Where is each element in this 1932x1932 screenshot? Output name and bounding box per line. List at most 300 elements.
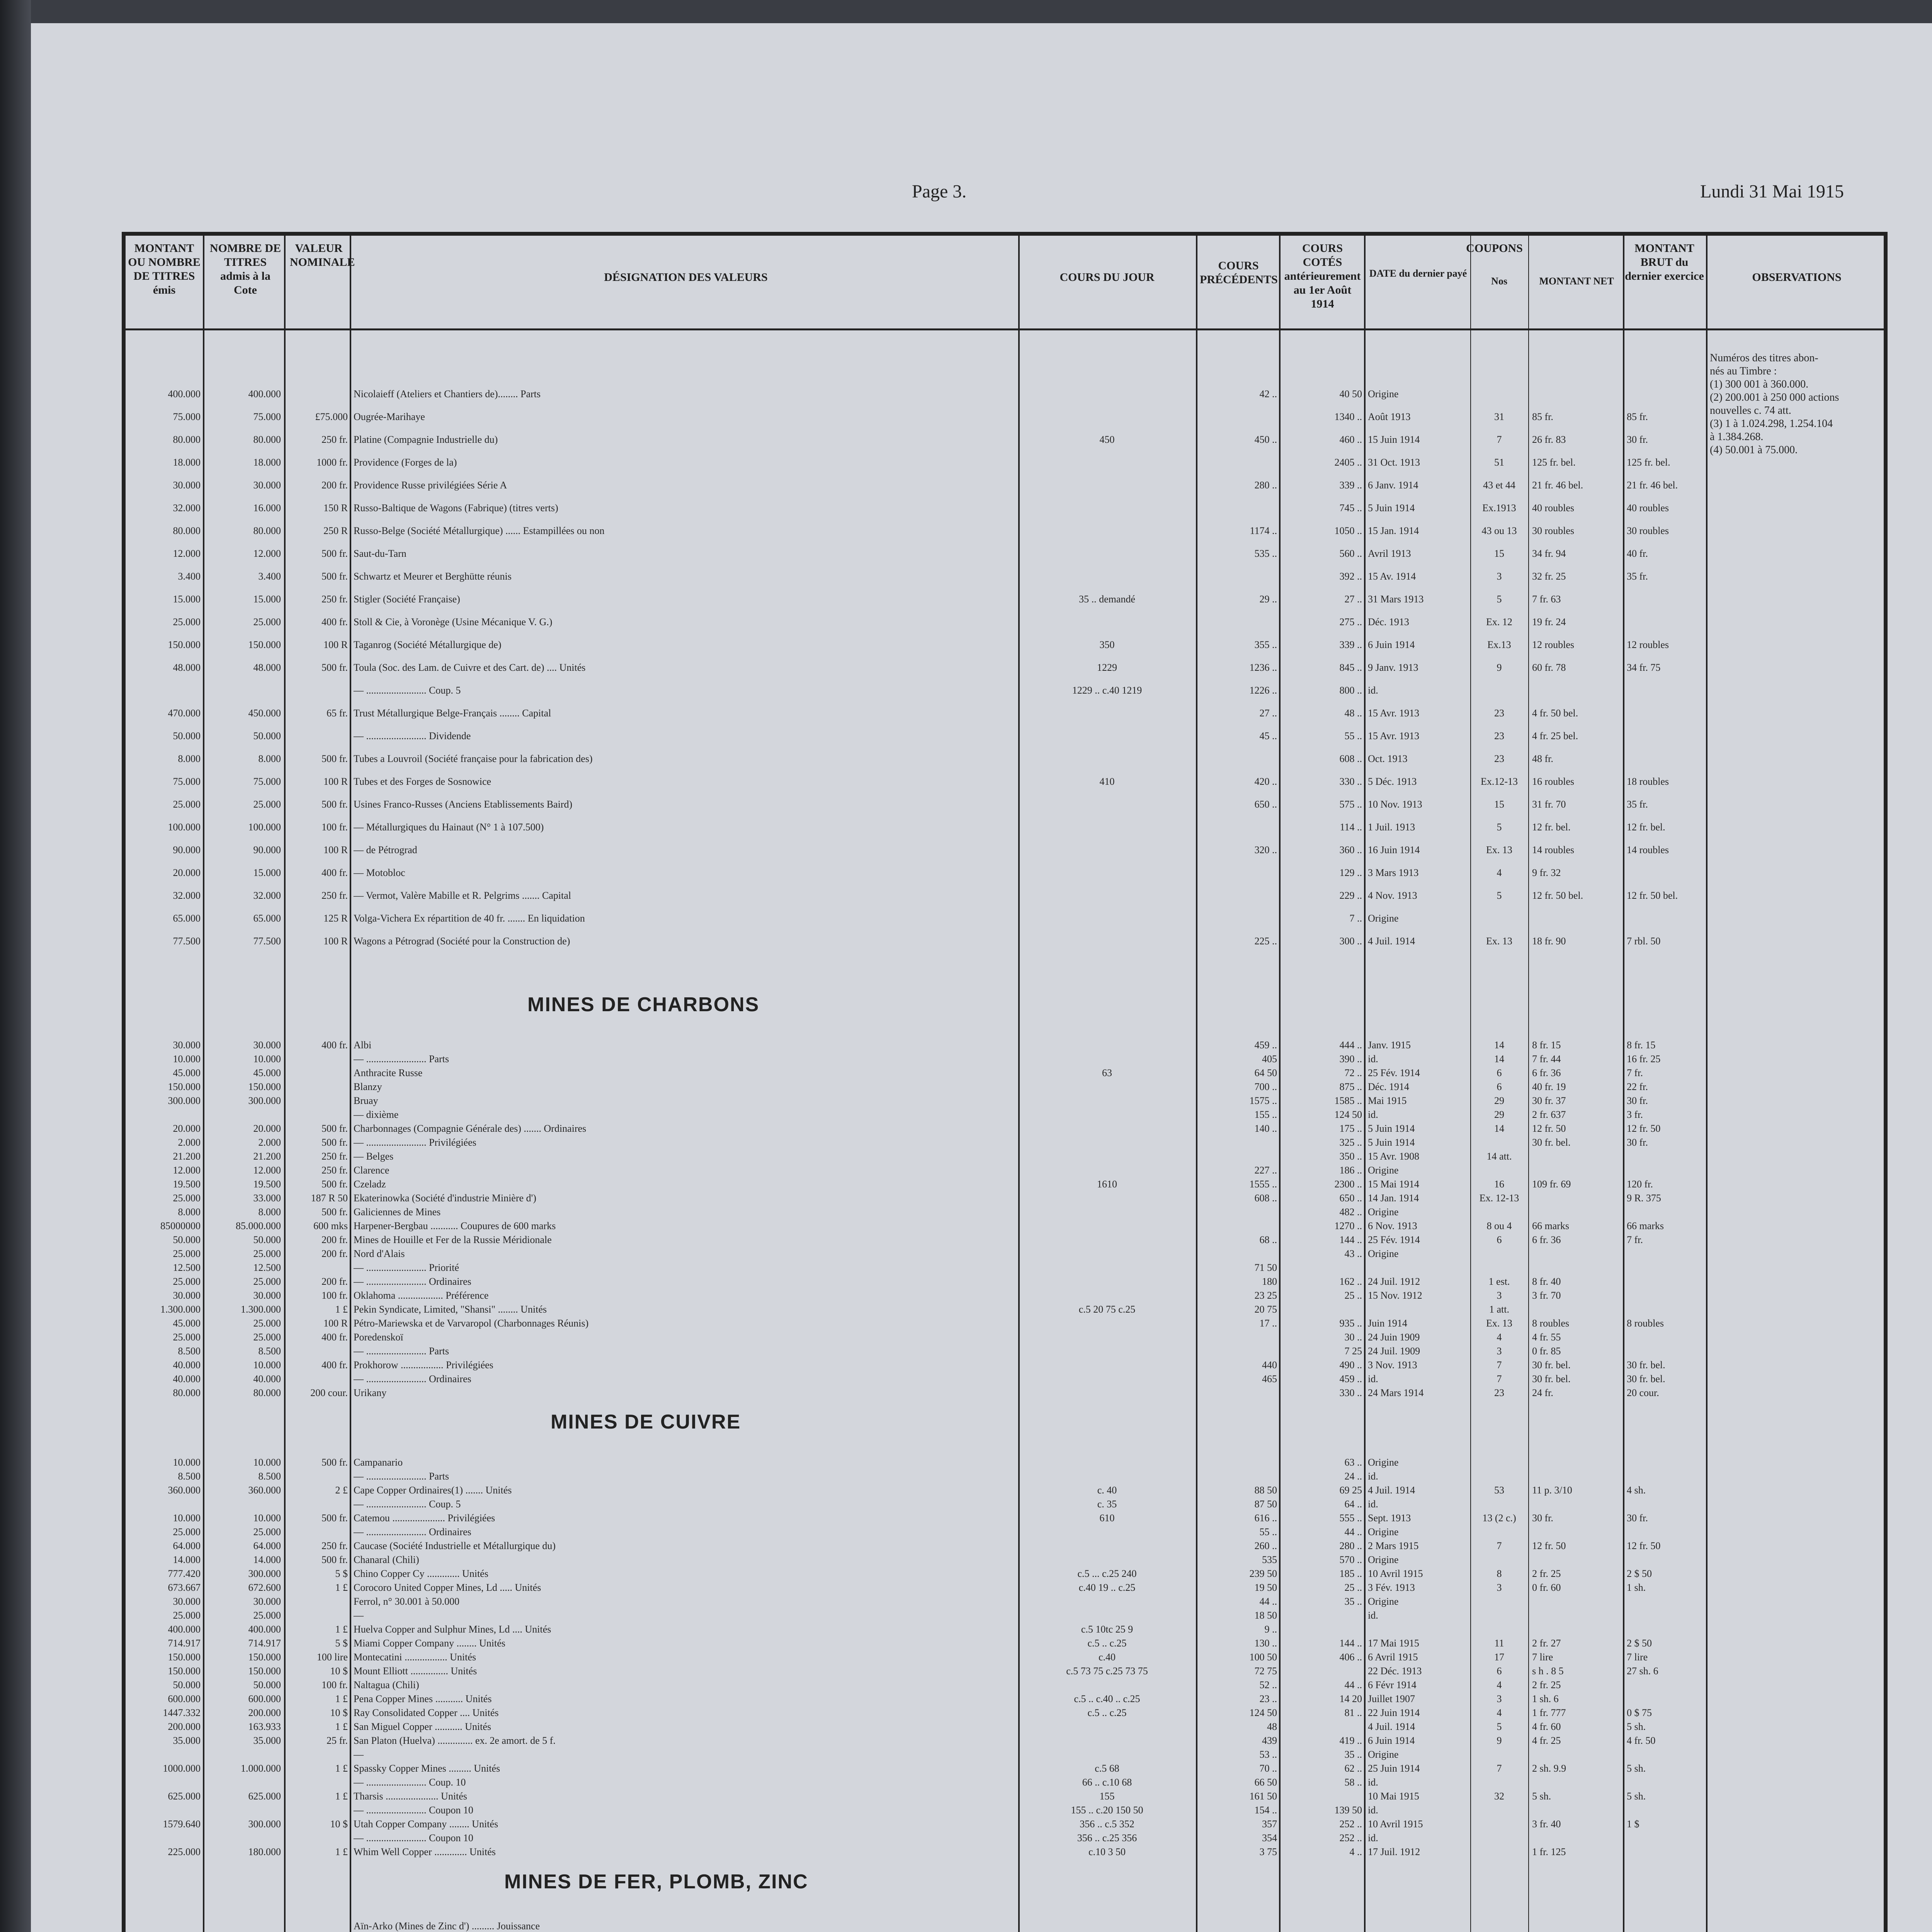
table-row — [126, 1220, 1706, 1232]
cell-cours-jour: 356 .. c.5 352 — [1080, 1818, 1134, 1830]
cell-cours-prec: 20 75 — [1254, 1304, 1277, 1315]
cell-nombre: 10.000 — [253, 1053, 281, 1065]
cell-cours-cotes: 162 .. — [1339, 1276, 1362, 1287]
cell-nombre: 33.000 — [253, 1192, 281, 1204]
cell-montant: 30.000 — [173, 1596, 201, 1607]
cell-coupon-no: 15 — [1494, 799, 1504, 810]
cell-cours-jour: 155 .. c.20 150 50 — [1071, 1804, 1143, 1816]
cell-coupon-date: id. — [1368, 685, 1378, 696]
cell-coupon-date: 15 Jan. 1914 — [1368, 525, 1419, 536]
cell-cours-prec: 650 .. — [1254, 799, 1277, 810]
cell-cours-jour: c.5 .. c.25 — [1087, 1707, 1127, 1718]
cell-nombre: 21.200 — [253, 1151, 281, 1162]
table-row — [126, 434, 1706, 446]
cell-designation: Utah Copper Company ........ Unités — [354, 1818, 498, 1830]
cell-coupon-date: 16 Juin 1914 — [1368, 844, 1420, 855]
cell-cours-cotes: 459 .. — [1339, 1373, 1362, 1384]
cell-coupon-date: Origine — [1368, 1596, 1399, 1607]
cell-valeur: 250 fr. — [321, 594, 348, 605]
table-row — [126, 1234, 1706, 1246]
cell-nombre: 100.000 — [248, 821, 281, 833]
table-row — [126, 1554, 1706, 1566]
cell-cours-prec: 535 — [1262, 1554, 1277, 1565]
observations-note: Numéros des titres abon- nés au Timbre : (1) 300 001 à 360.000. (2) 200.001 à 250 000 actions nouvelles c. 74 att. (3) 1 à 1.024.298, 1.254.104 à 1.384.268. (4) 50.001 à 75.000. — [1710, 352, 1839, 456]
table-row — [126, 1665, 1706, 1677]
cell-coupon-no: 4 — [1497, 1707, 1502, 1718]
cell-cours-cotes: 58 .. — [1344, 1777, 1362, 1788]
cell-coupon-date: 4 Juil. 1914 — [1368, 1721, 1415, 1732]
cell-designation: Russo-Belge (Société Métallurgique) ...... Estampillées ou non — [354, 525, 605, 536]
cell-designation: Stigler (Société Française) — [354, 594, 460, 605]
cell-montant: 25.000 — [173, 1192, 201, 1204]
cell-designation: Pétro-Mariewska et de Varvaropol (Charbonnages Réunis) — [354, 1318, 589, 1329]
cell-nombre: 150.000 — [248, 1665, 281, 1677]
cell-coupon-net: 1 sh. 6 — [1532, 1693, 1559, 1704]
cell-coupon-no: 7 — [1497, 1373, 1502, 1384]
cell-designation: — Motobloc — [354, 867, 405, 878]
cell-cours-prec: 17 .. — [1259, 1318, 1277, 1329]
cell-coupon-net: 1 fr. 125 — [1532, 1846, 1566, 1857]
cell-coupon-date: 10 Avril 1915 — [1368, 1568, 1423, 1579]
cell-nombre: 77.500 — [253, 935, 281, 947]
listing-table — [122, 232, 1888, 1932]
cell-designation: Poredenskoï — [354, 1332, 403, 1343]
cell-cours-prec: 18 50 — [1254, 1610, 1277, 1621]
cell-cours-cotes: 55 .. — [1344, 730, 1362, 742]
cell-cours-prec: 48 — [1267, 1721, 1277, 1732]
cell-cours-prec: 161 50 — [1249, 1791, 1277, 1802]
cell-brut: 30 fr. — [1627, 1137, 1648, 1148]
cell-montant: 20.000 — [173, 867, 201, 878]
cell-nombre: 672.600 — [248, 1582, 281, 1593]
cell-cours-cotes: 72 .. — [1344, 1067, 1362, 1078]
cell-valeur: 150 R — [323, 502, 348, 514]
cell-coupon-no: Ex. 13 — [1486, 844, 1512, 855]
cell-coupon-no: 9 — [1497, 1735, 1502, 1746]
cell-cours-cotes: 40 50 — [1339, 388, 1362, 400]
cell-coupon-no: 9 — [1497, 662, 1502, 673]
cell-cours-prec: 354 — [1262, 1832, 1277, 1844]
cell-cours-prec: 1226 .. — [1249, 685, 1277, 696]
cell-valeur: 100 R — [323, 935, 348, 947]
cell-cours-prec: 42 .. — [1259, 388, 1277, 400]
cell-cours-cotes: 43 .. — [1344, 1248, 1362, 1259]
cell-coupon-net: 1 fr. 777 — [1532, 1707, 1566, 1718]
cell-coupon-date: Avril 1913 — [1368, 548, 1411, 559]
cell-cours-prec: 616 .. — [1254, 1512, 1277, 1524]
cell-nombre: 25.000 — [253, 1248, 281, 1259]
cell-valeur: 200 cour. — [310, 1387, 348, 1398]
cell-coupon-net: 21 fr. 46 bel. — [1532, 480, 1583, 491]
cell-coupon-date: id. — [1368, 1109, 1378, 1120]
cell-designation: Tubes a Louvroil (Société française pour la fabrication des) — [354, 753, 593, 764]
cell-designation: Pekin Syndicate, Limited, "Shansi" ........ Unités — [354, 1304, 547, 1315]
cell-cours-cotes: 7 25 — [1344, 1345, 1362, 1357]
cell-coupon-date: 25 Juin 1914 — [1368, 1763, 1420, 1774]
table-row — [126, 1359, 1706, 1371]
cell-nombre: 1.300.000 — [241, 1304, 281, 1315]
cell-valeur: 1 £ — [335, 1721, 348, 1732]
cell-cours-cotes: 560 .. — [1339, 548, 1362, 559]
table-row — [126, 1846, 1706, 1858]
cell-brut: 40 roubles — [1627, 502, 1669, 514]
cell-designation: Russo-Baltique de Wagons (Fabrique) (titres verts) — [354, 502, 558, 514]
cell-nombre: 30.000 — [253, 480, 281, 491]
cell-montant: 200.000 — [168, 1721, 201, 1732]
cell-montant: 714.917 — [168, 1638, 201, 1649]
cell-coupon-date: 24 Juin 1909 — [1368, 1332, 1420, 1343]
cell-montant: 15.000 — [173, 594, 201, 605]
cell-valeur: 200 fr. — [321, 1276, 348, 1287]
cell-coupon-net: 12 roubles — [1532, 639, 1575, 650]
cell-cours-prec: 68 .. — [1259, 1234, 1277, 1245]
cell-designation: Schwartz et Meurer et Berghütte réunis — [354, 571, 512, 582]
cell-cours-cotes: 175 .. — [1339, 1123, 1362, 1134]
cell-valeur: 600 mks — [313, 1220, 348, 1231]
table-row — [126, 1693, 1706, 1705]
table-row — [126, 1276, 1706, 1287]
cell-designation: Mines de Houille et Fer de la Russie Méridionale — [354, 1234, 552, 1245]
cell-valeur: 100 fr. — [321, 1290, 348, 1301]
cell-nombre: 85.000.000 — [236, 1220, 281, 1231]
cell-cours-prec: 53 .. — [1259, 1749, 1277, 1760]
cell-designation: San Miguel Copper ........... Unités — [354, 1721, 492, 1732]
cell-cours-prec: 227 .. — [1254, 1165, 1277, 1176]
cell-coupon-net: 2 fr. 27 — [1532, 1638, 1561, 1649]
cell-coupon-no: 3 — [1497, 1290, 1502, 1301]
cell-montant: 470.000 — [168, 707, 201, 719]
cell-montant: 19.500 — [173, 1179, 201, 1190]
cell-cours-cotes: 44 .. — [1344, 1526, 1362, 1537]
cell-cours-prec: 130 .. — [1254, 1638, 1277, 1649]
table-row — [126, 890, 1706, 901]
cell-montant: 25.000 — [173, 1276, 201, 1287]
cell-designation: Ekaterinowka (Société d'industrie Minière d') — [354, 1192, 536, 1204]
cell-cours-jour: 1229 .. c.40 1219 — [1072, 685, 1142, 696]
table-row — [126, 799, 1706, 810]
cell-valeur: 100 R — [323, 1318, 348, 1329]
cell-designation: — — [354, 1610, 364, 1621]
table-row — [126, 1763, 1706, 1774]
cell-coupon-net: 12 fr. 50 bel. — [1532, 890, 1583, 901]
col-cours-jour: COURS DU JOUR — [1060, 271, 1155, 284]
cell-cours-jour: c.5 20 75 c.25 — [1078, 1304, 1136, 1315]
cell-cours-cotes: 555 .. — [1339, 1512, 1362, 1524]
cell-coupon-net: 12 fr. bel. — [1532, 821, 1571, 833]
table-row — [126, 1053, 1706, 1065]
cell-coupon-date: 25 Fév. 1914 — [1368, 1234, 1420, 1245]
cell-cours-prec: 1236 .. — [1249, 662, 1277, 673]
cell-coupon-no: 43 ou 13 — [1481, 525, 1517, 536]
cell-designation: — de Pétrograd — [354, 844, 417, 855]
cell-cours-jour: c.5 10tc 25 9 — [1081, 1624, 1133, 1635]
binder-edge — [0, 0, 31, 1932]
cell-nombre: 20.000 — [253, 1123, 281, 1134]
cell-designation: — dixième — [354, 1109, 399, 1120]
cell-nombre: 30.000 — [253, 1290, 281, 1301]
cell-cours-jour: c.5 73 75 c.25 73 75 — [1066, 1665, 1148, 1677]
cell-designation: Tharsis ..................... Unités — [354, 1791, 467, 1802]
cell-valeur: 125 R — [323, 913, 348, 924]
cell-nombre: 8.500 — [258, 1345, 281, 1357]
cell-cours-jour: 350 — [1099, 639, 1115, 650]
cell-coupon-net: 85 fr. — [1532, 411, 1553, 422]
cell-valeur: 250 fr. — [321, 1165, 348, 1176]
cell-nombre: 25.000 — [253, 799, 281, 810]
cell-montant: 25.000 — [173, 1610, 201, 1621]
table-row — [126, 1804, 1706, 1816]
cell-nombre: 25.000 — [253, 1318, 281, 1329]
cell-brut: 120 fr. — [1627, 1179, 1653, 1190]
table-row — [126, 525, 1706, 537]
cell-cours-cotes: 25 .. — [1344, 1582, 1362, 1593]
cell-nombre: 75.000 — [253, 411, 281, 422]
cell-valeur: 200 fr. — [321, 480, 348, 491]
cell-coupon-no: 53 — [1494, 1485, 1504, 1496]
cell-cours-cotes: 845 .. — [1339, 662, 1362, 673]
cell-cours-prec: 700 .. — [1254, 1081, 1277, 1092]
table-row — [126, 616, 1706, 628]
cell-montant: 300.000 — [168, 1095, 201, 1106]
cell-coupon-date: 4 Juil. 1914 — [1368, 1485, 1415, 1496]
cell-coupon-net: 40 roubles — [1532, 502, 1575, 514]
cell-coupon-no: 43 et 44 — [1483, 480, 1515, 491]
cell-cours-prec: 439 — [1262, 1735, 1277, 1746]
cell-coupon-no: 7 — [1497, 1763, 1502, 1774]
cell-montant: 25.000 — [173, 616, 201, 628]
cell-valeur: 400 fr. — [321, 616, 348, 628]
cell-coupon-no: 14 — [1494, 1123, 1504, 1134]
cell-designation: Huelva Copper and Sulphur Mines, Ld .... Unités — [354, 1624, 551, 1635]
cell-cours-prec: 72 75 — [1254, 1665, 1277, 1677]
cell-coupon-net: 2 fr. 25 — [1532, 1568, 1561, 1579]
cell-nombre: 8.000 — [258, 753, 281, 764]
cell-coupon-no: 8 ou 4 — [1486, 1220, 1512, 1231]
cell-cours-prec: 3 75 — [1259, 1846, 1277, 1857]
cell-montant: 600.000 — [168, 1693, 201, 1704]
cell-coupon-net: 6 fr. 36 — [1532, 1234, 1561, 1245]
cell-cours-cotes: 2300 .. — [1334, 1179, 1362, 1190]
cell-valeur: 400 fr. — [321, 867, 348, 878]
cell-nombre: 50.000 — [253, 1679, 281, 1690]
col-valeur: VALEUR NOMINALE — [290, 242, 355, 269]
cell-brut: 125 fr. bel. — [1627, 457, 1670, 468]
cell-nombre: 600.000 — [248, 1693, 281, 1704]
cell-cours-cotes: 350 .. — [1339, 1151, 1362, 1162]
cell-designation: Ferrol, n° 30.001 à 50.000 — [354, 1596, 459, 1607]
cell-brut: 27 sh. 6 — [1627, 1665, 1658, 1677]
cell-brut: 4 fr. 50 — [1627, 1735, 1656, 1746]
cell-valeur: 500 fr. — [321, 548, 348, 559]
cell-designation: Corocoro United Copper Mines, Ld ..... Unités — [354, 1582, 541, 1593]
table-row — [126, 662, 1706, 673]
cell-nombre: 150.000 — [248, 639, 281, 650]
cell-coupon-net: 30 fr. bel. — [1532, 1137, 1571, 1148]
cell-nombre: 714.917 — [248, 1638, 281, 1649]
cell-cours-prec: 239 50 — [1249, 1568, 1277, 1579]
cell-designation: Catemou ..................... Privilégiées — [354, 1512, 495, 1524]
cell-designation: Czeladz — [354, 1179, 386, 1190]
cell-coupon-no: 7 — [1497, 434, 1502, 445]
cell-valeur: 10 $ — [330, 1665, 348, 1677]
cell-coupon-date: 22 Juin 1914 — [1368, 1707, 1420, 1718]
cell-designation: — ........................ Coup. 10 — [354, 1777, 466, 1788]
cell-nombre: 80.000 — [253, 525, 281, 536]
cell-designation: Providence Russe privilégiées Série A — [354, 480, 507, 491]
cell-montant: 1000.000 — [163, 1763, 201, 1774]
cell-designation: — ........................ Coupon 10 — [354, 1804, 473, 1816]
cell-coupon-no: 4 — [1497, 867, 1502, 878]
cell-cours-prec: 45 .. — [1259, 730, 1277, 742]
cell-coupon-date: 4 Juil. 1914 — [1368, 935, 1415, 947]
cell-cours-cotes: 444 .. — [1339, 1039, 1362, 1051]
cell-coupon-date: 17 Juil. 1912 — [1368, 1846, 1420, 1857]
cell-cours-prec: 9 .. — [1264, 1624, 1277, 1635]
cell-nombre: 400.000 — [248, 1624, 281, 1635]
cell-designation: — ........................ Dividende — [354, 730, 471, 742]
cell-coupon-no: 3 — [1497, 1693, 1502, 1704]
cell-designation: Cape Copper Ordinaires(1) ....... Unités — [354, 1485, 512, 1496]
cell-cours-prec: 440 — [1262, 1359, 1277, 1371]
cell-montant: 30.000 — [173, 1290, 201, 1301]
table-row — [126, 1345, 1706, 1357]
cell-brut: 14 roubles — [1627, 844, 1669, 855]
cell-cours-cotes: 650 .. — [1339, 1192, 1362, 1204]
cell-nombre: 450.000 — [248, 707, 281, 719]
cell-coupon-net: 60 fr. 78 — [1532, 662, 1566, 673]
cell-cours-jour: 610 — [1099, 1512, 1115, 1524]
cell-cours-cotes: 608 .. — [1339, 753, 1362, 764]
table-row — [126, 1081, 1706, 1093]
table-row — [126, 480, 1706, 491]
cell-nombre: 1.000.000 — [241, 1763, 281, 1774]
cell-coupon-no: 13 (2 c.) — [1482, 1512, 1516, 1524]
table-row — [126, 1151, 1706, 1162]
cell-cours-prec: 280 .. — [1254, 480, 1277, 491]
cell-montant: 18.000 — [173, 457, 201, 468]
cell-designation: Chanaral (Chili) — [354, 1554, 419, 1565]
cell-coupon-date: 6 Juin 1914 — [1368, 639, 1415, 650]
cell-coupon-net: 6 fr. 36 — [1532, 1067, 1561, 1078]
cell-montant: 225.000 — [168, 1846, 201, 1857]
table-row — [126, 1791, 1706, 1802]
cell-cours-jour: c. 35 — [1097, 1498, 1117, 1510]
cell-designation: — ........................ Coupon 10 — [354, 1832, 473, 1844]
cell-nombre: 300.000 — [248, 1818, 281, 1830]
cell-montant: 65.000 — [173, 913, 201, 924]
cell-nombre: 18.000 — [253, 457, 281, 468]
cell-coupon-no: 6 — [1497, 1081, 1502, 1092]
cell-cours-jour: 155 — [1099, 1791, 1115, 1802]
cell-cours-cotes: 800 .. — [1339, 685, 1362, 696]
cell-designation: Albi — [354, 1039, 372, 1051]
table-row — [126, 1610, 1706, 1621]
cell-designation: Taganrog (Société Métallurgique de) — [354, 639, 502, 650]
cell-coupon-net: 0 fr. 60 — [1532, 1582, 1561, 1593]
cell-coupon-date: 9 Janv. 1913 — [1368, 662, 1418, 673]
cell-montant: 400.000 — [168, 388, 201, 400]
cell-coupon-no: 29 — [1494, 1109, 1504, 1120]
cell-coupon-net: 40 fr. 19 — [1532, 1081, 1566, 1092]
cell-coupon-date: Origine — [1368, 1526, 1399, 1537]
cell-valeur: 1 £ — [335, 1791, 348, 1802]
table-row — [126, 639, 1706, 651]
cell-brut: 7 lire — [1627, 1651, 1648, 1663]
cell-valeur: 250 fr. — [321, 1151, 348, 1162]
cell-coupon-no: 6 — [1497, 1234, 1502, 1245]
cell-coupon-date: 24 Juil. 1912 — [1368, 1276, 1420, 1287]
cell-cours-cotes: 460 .. — [1339, 434, 1362, 445]
cell-coupon-net: 125 fr. bel. — [1532, 457, 1576, 468]
cell-valeur: 10 $ — [330, 1707, 348, 1718]
cell-designation: — ........................ Coup. 5 — [354, 685, 461, 696]
cell-coupon-net: 8 fr. 15 — [1532, 1039, 1561, 1051]
cell-coupon-net: 66 marks — [1532, 1220, 1570, 1231]
table-row — [126, 1095, 1706, 1107]
cell-designation: Caucase (Société Industrielle et Métallurgique du) — [354, 1540, 556, 1551]
cell-coupon-date: 15 Nov. 1912 — [1368, 1290, 1422, 1301]
cell-coupon-no: 23 — [1494, 730, 1504, 742]
table-row — [126, 1624, 1706, 1635]
cell-cours-jour: 35 .. demandé — [1079, 594, 1135, 605]
cell-designation: — Vermot, Valère Mabille et R. Pelgrims ....... Capital — [354, 890, 571, 901]
cell-brut: 30 fr. bel. — [1627, 1359, 1665, 1371]
cell-designation: Nicolaieff (Ateliers et Chantiers de)........ Parts — [354, 388, 541, 400]
cell-montant: 150.000 — [168, 1665, 201, 1677]
cell-designation: Chino Copper Cy ............. Unités — [354, 1568, 488, 1579]
cell-nombre: 30.000 — [253, 1596, 281, 1607]
cell-coupon-date: Origine — [1368, 1554, 1399, 1565]
cell-cours-jour: 66 .. c.10 68 — [1082, 1777, 1132, 1788]
cell-montant: 10.000 — [173, 1053, 201, 1065]
cell-nombre: 50.000 — [253, 730, 281, 742]
cell-cours-cotes: 390 .. — [1339, 1053, 1362, 1065]
cell-coupon-no: 15 — [1494, 548, 1504, 559]
cell-cours-prec: 357 — [1262, 1818, 1277, 1830]
cell-brut: 12 fr. 50 bel. — [1627, 890, 1678, 901]
cell-coupon-net: 7 fr. 63 — [1532, 594, 1561, 605]
cell-brut: 20 cour. — [1627, 1387, 1659, 1398]
cell-coupon-date: 5 Juin 1914 — [1368, 1123, 1415, 1134]
cell-cours-prec: 66 50 — [1254, 1777, 1277, 1788]
col-coupon-date: DATE du dernier payé — [1369, 268, 1467, 279]
table-row — [126, 1332, 1706, 1343]
cell-nombre: 8.500 — [258, 1471, 281, 1482]
cell-cours-cotes: 35 .. — [1344, 1596, 1362, 1607]
cell-montant: 50.000 — [173, 1234, 201, 1245]
cell-coupon-net: 8 fr. 40 — [1532, 1276, 1561, 1287]
cell-coupon-date: Origine — [1368, 1165, 1399, 1176]
table-row — [126, 411, 1706, 423]
cell-cours-cotes: 63 .. — [1344, 1457, 1362, 1468]
cell-designation: — ........................ Parts — [354, 1471, 449, 1482]
cell-brut: 12 roubles — [1627, 639, 1669, 650]
cell-cours-cotes: 129 .. — [1339, 867, 1362, 878]
cell-coupon-no: 29 — [1494, 1095, 1504, 1106]
cell-nombre: 65.000 — [253, 913, 281, 924]
cell-coupon-date: 6 Févr 1914 — [1368, 1679, 1417, 1690]
section-fer: MINES DE FER, PLOMB, ZINC — [504, 1871, 808, 1893]
cell-cours-prec: 405 — [1262, 1053, 1277, 1065]
table-row — [126, 1192, 1706, 1204]
cell-coupon-date: 31 Oct. 1913 — [1368, 457, 1420, 468]
cell-brut: 8 roubles — [1627, 1318, 1664, 1329]
cell-coupon-net: 4 fr. 55 — [1532, 1332, 1561, 1343]
table-row — [126, 1067, 1706, 1079]
cell-coupon-no: 11 — [1494, 1638, 1504, 1649]
cell-designation: San Platon (Huelva) .............. ex. 2e amort. de 5 f. — [354, 1735, 556, 1746]
cell-nombre: 90.000 — [253, 844, 281, 855]
